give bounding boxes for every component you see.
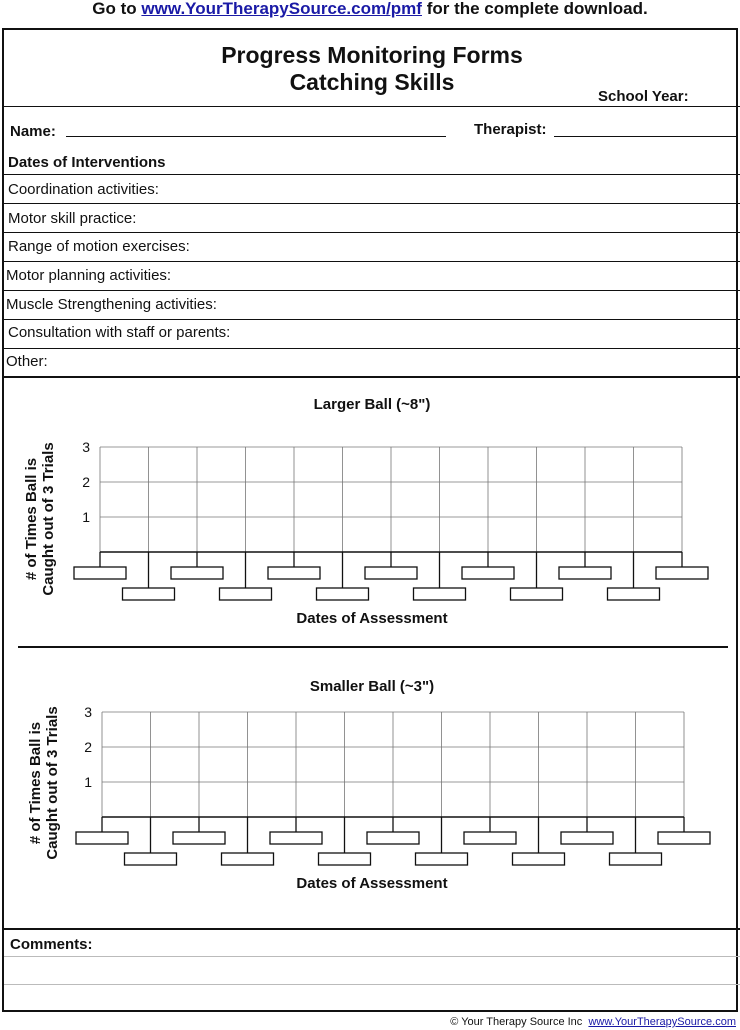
date-slot-box: [268, 567, 320, 579]
intervention-row-motor-skill[interactable]: Motor skill practice:: [8, 210, 137, 227]
y-tick-label: 3: [82, 439, 90, 455]
banner-suffix: for the complete download.: [421, 0, 648, 18]
date-slot-box: [608, 588, 660, 600]
date-slot-box: [513, 853, 565, 865]
date-slot-box: [414, 588, 466, 600]
comments-divider: [4, 928, 740, 930]
ylabel-line-2: Caught out of 3 Trials: [40, 442, 57, 596]
date-slot-box: [317, 588, 369, 600]
comment-line[interactable]: [4, 956, 740, 957]
intervention-row-consultation[interactable]: Consultation with staff or parents:: [8, 324, 231, 341]
date-slot-box: [462, 567, 514, 579]
y-tick-label: 1: [84, 774, 92, 790]
name-field[interactable]: [66, 136, 446, 137]
smaller-ball-chart: [4, 692, 740, 876]
name-label: Name:: [10, 123, 56, 140]
intervention-row-motor-planning[interactable]: Motor planning activities:: [6, 267, 172, 284]
row-divider: [4, 261, 740, 262]
date-slot-box: [561, 832, 613, 844]
ylabel-line-1: # of Times Ball is: [23, 457, 40, 581]
footer: [450, 1016, 736, 1028]
row-divider: [4, 319, 740, 320]
larger-ball-chart: [4, 410, 740, 610]
header-divider: [4, 106, 740, 107]
title-line-2: Catching Skills: [289, 69, 455, 95]
download-link[interactable]: www.YourTherapySource.com/pmf: [141, 0, 422, 18]
chart-title-smaller-ball: Smaller Ball (~3"): [309, 678, 435, 695]
comment-line[interactable]: [4, 984, 740, 985]
title-line-1: Progress Monitoring Forms: [221, 42, 523, 68]
date-slot-box: [319, 853, 371, 865]
download-banner: [0, 0, 740, 18]
therapist-label: Therapist:: [474, 121, 547, 138]
footer-copyright: © Your Therapy Source Inc: [450, 1016, 583, 1028]
row-divider: [4, 174, 740, 175]
date-slot-box: [222, 853, 274, 865]
date-slot-box: [74, 567, 126, 579]
date-slot-box: [559, 567, 611, 579]
school-year-label: School Year:: [598, 88, 689, 105]
date-slot-box: [658, 832, 710, 844]
date-slot-box: [610, 853, 662, 865]
therapist-field[interactable]: [554, 136, 738, 137]
footer-link[interactable]: www.YourTherapySource.com: [588, 1016, 736, 1028]
date-slot-box: [171, 567, 223, 579]
row-divider: [4, 348, 740, 349]
y-tick-label: 2: [84, 739, 92, 755]
chart-title-larger-ball: Larger Ball (~8"): [313, 396, 431, 413]
intervention-row-strengthening[interactable]: Muscle Strengthening activities:: [6, 296, 217, 313]
chart-xlabel: Dates of Assessment: [296, 610, 448, 627]
row-divider: [4, 203, 740, 204]
date-slot-box: [220, 588, 272, 600]
date-slot-box: [464, 832, 516, 844]
banner-prefix: Go to: [92, 0, 142, 18]
chart-divider: [18, 646, 728, 648]
date-slot-box: [367, 832, 419, 844]
interventions-heading: Dates of Interventions: [8, 154, 166, 171]
date-slot-box: [365, 567, 417, 579]
date-slot-box: [173, 832, 225, 844]
section-divider: [4, 376, 740, 378]
y-tick-label: 1: [82, 509, 90, 525]
chart-xlabel: Dates of Assessment: [296, 875, 448, 892]
date-slot-box: [416, 853, 468, 865]
comments-label: Comments:: [10, 936, 93, 953]
date-slot-box: [656, 567, 708, 579]
y-tick-label: 3: [84, 704, 92, 720]
date-slot-box: [270, 832, 322, 844]
date-slot-box: [511, 588, 563, 600]
intervention-row-coordination[interactable]: Coordination activities:: [8, 181, 159, 198]
date-slot-box: [76, 832, 128, 844]
form-box: [2, 28, 738, 1012]
y-tick-label: 2: [82, 474, 90, 490]
intervention-row-other[interactable]: Other:: [6, 353, 48, 370]
ylabel-line-2: Caught out of 3 Trials: [44, 706, 61, 860]
date-slot-box: [125, 853, 177, 865]
date-slot-box: [123, 588, 175, 600]
row-divider: [4, 232, 740, 233]
ylabel-line-1: # of Times Ball is: [27, 721, 44, 845]
intervention-row-range-of-motion[interactable]: Range of motion exercises:: [8, 238, 190, 255]
row-divider: [4, 290, 740, 291]
